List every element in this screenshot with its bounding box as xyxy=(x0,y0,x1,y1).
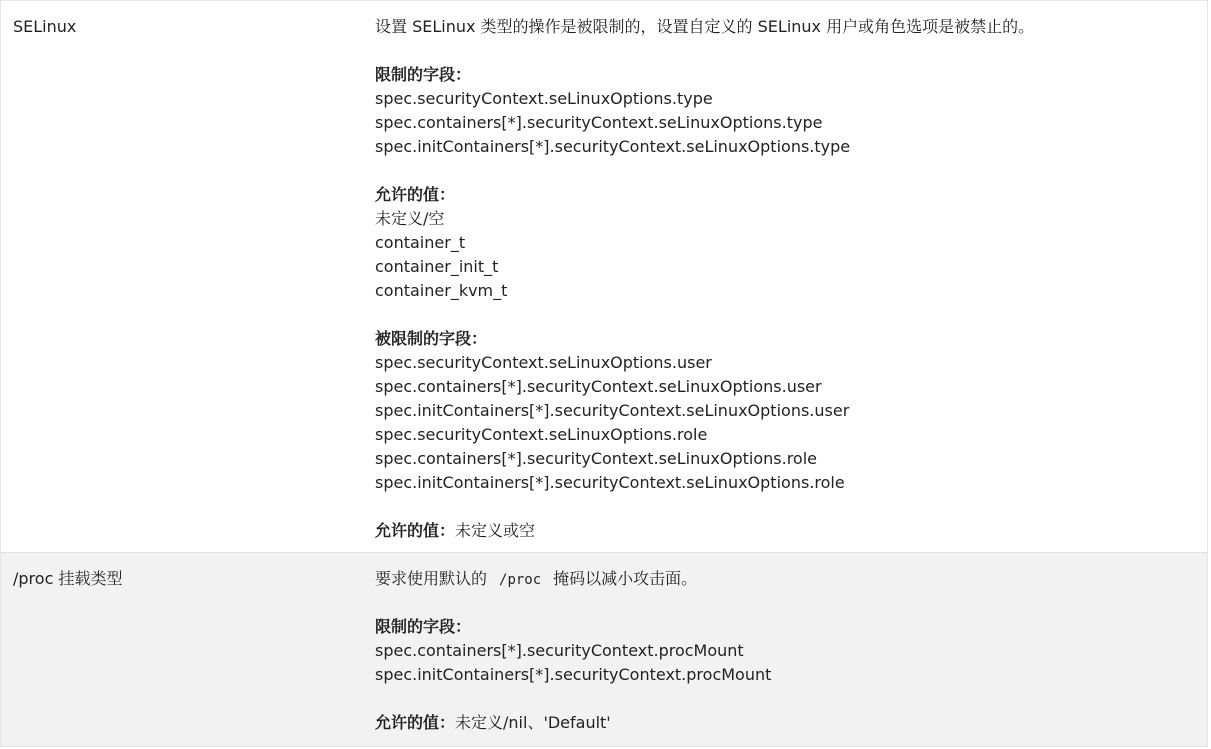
spacer xyxy=(375,159,1195,183)
allowed-values-line xyxy=(375,519,1195,543)
allowed-value: container_kvm_t xyxy=(375,281,508,300)
restricted-field: spec.initContainers[*].securityContext.seLinuxOptions.type xyxy=(375,137,851,156)
allowed-value: 未定义/nil、'Default' xyxy=(455,713,611,732)
allowed-value: container_t xyxy=(375,233,466,252)
restricted-field: spec.securityContext.seLinuxOptions.role xyxy=(375,425,708,444)
restricted-field: spec.securityContext.seLinuxOptions.type xyxy=(375,89,713,108)
policy-detail-selinux xyxy=(375,15,1195,543)
spacer xyxy=(375,39,1195,63)
restricted-field: spec.initContainers[*].securityContext.seLinuxOptions.role xyxy=(375,473,845,492)
allowed-value: 未定义/空 xyxy=(375,209,445,228)
description-suffix: 掩码以减小攻击面。 xyxy=(553,569,698,588)
policy-detail-proc-mount xyxy=(375,567,1195,735)
allowed-values-heading: 允许的值： xyxy=(375,521,456,540)
allowed-value: container_init_t xyxy=(375,257,499,276)
inline-code: /proc xyxy=(499,572,542,588)
restricted-field: spec.initContainers[*].securityContext.seLinuxOptions.user xyxy=(375,401,850,420)
restricted-fields-heading: 限制的字段： xyxy=(375,65,472,84)
policy-description: 设置 SELinux 类型的操作是被限制的，设置自定义的 SELinux 用户或角色选项是被禁止的。 xyxy=(375,17,1035,36)
restricted-field: spec.securityContext.seLinuxOptions.user xyxy=(375,353,712,372)
allowed-values-line xyxy=(375,711,1195,735)
spacer xyxy=(375,687,1195,711)
restricted-field: spec.initContainers[*].securityContext.procMount xyxy=(375,665,772,684)
restricted-fields-heading: 被限制的字段： xyxy=(375,329,488,348)
spacer xyxy=(375,495,1195,519)
table-row-selinux xyxy=(1,1,1207,553)
restricted-fields-heading: 限制的字段： xyxy=(375,617,472,636)
control-name-selinux: SELinux xyxy=(13,17,77,36)
restricted-field: spec.containers[*].securityContext.seLinuxOptions.role xyxy=(375,449,817,468)
spacer xyxy=(375,303,1195,327)
restricted-field: spec.containers[*].securityContext.procMount xyxy=(375,641,744,660)
control-name-proc-mount: /proc 挂载类型 xyxy=(13,569,123,588)
description-prefix: 要求使用默认的 xyxy=(375,569,488,588)
allowed-values-heading: 允许的值： xyxy=(375,713,456,732)
policy-description xyxy=(375,567,1195,591)
restricted-field: spec.containers[*].securityContext.seLinuxOptions.type xyxy=(375,113,823,132)
spacer xyxy=(375,591,1195,615)
allowed-value: 未定义或空 xyxy=(455,521,536,540)
table-row-proc-mount xyxy=(1,553,1207,747)
allowed-values-heading: 允许的值： xyxy=(375,185,456,204)
restricted-field: spec.containers[*].securityContext.seLinuxOptions.user xyxy=(375,377,822,396)
